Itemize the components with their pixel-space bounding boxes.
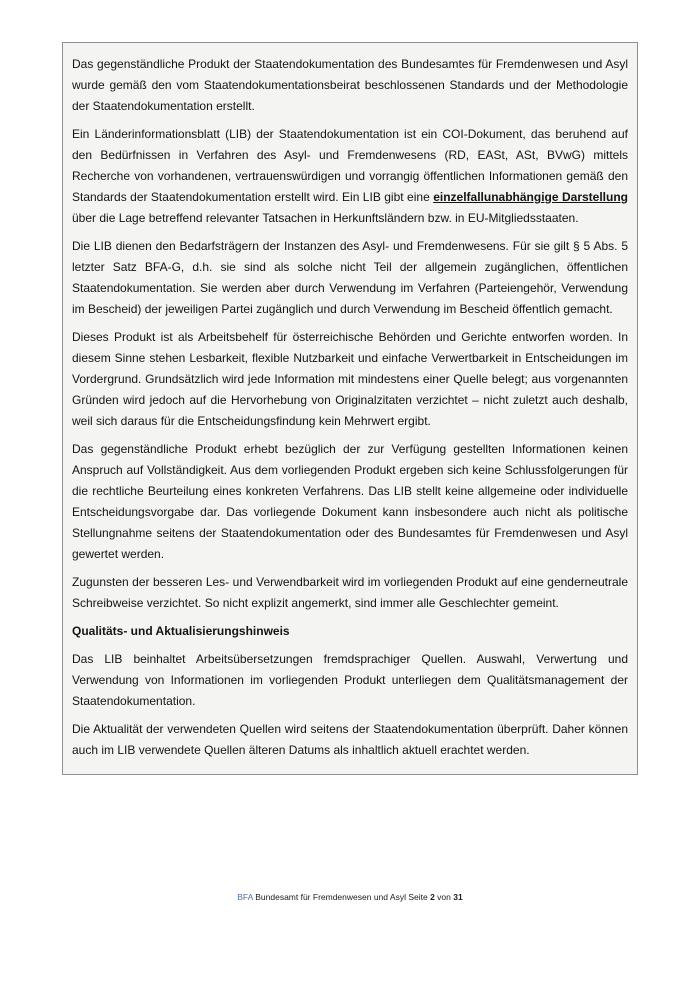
paragraph-arbeitsuebersetzungen: Das LIB beinhaltet Arbeitsübersetzungen fremdsprachiger Quellen. Auswahl, Verwertung und Verwendung von Informationen im vorliegenden Produkt unterliegen dem Qualitätsmanagement der Staatendokumentation.	[72, 652, 628, 708]
paragraph-arbeitsbehelf: Dieses Produkt ist als Arbeitsbehelf für österreichische Behörden und Gerichte entworfen worden. In diesem Sinne stehen Lesbarkeit, flexible Nutzbarkeit und einfache Verwertbarkeit in Entscheidungen im Vordergrund. Grundsätzlich wird jede Information mit mindestens einer Quelle belegt; aus vorgenannten Gründen wird jedoch auf die Hervorhebung von Originalzitaten verzichtet – nicht zuletzt auch deshalb, weil sich daraus für die Entscheidungsfindung kein Mehrwert ergibt.	[72, 330, 628, 428]
paragraph-lib-definition-text-b: über die Lage betreffend relevanter Tatsachen in Herkunftsländern bzw. in EU-Mitgliedsstaaten.	[72, 211, 579, 225]
paragraph-lib-definition	[72, 124, 628, 229]
footer-organization-text: Bundesamt für Fremdenwesen und Asyl Seite	[255, 892, 428, 902]
content-box	[62, 42, 638, 775]
section-heading-qualitaet: Qualitäts- und Aktualisierungshinweis	[72, 624, 290, 638]
footer-of-text: von	[437, 892, 451, 902]
paragraph-aktualitaet: Die Aktualität der verwendeten Quellen wird seitens der Staatendokumentation überprüft. Daher können auch im LIB verwendete Quellen älteren Datums als inhaltlich aktuell erachtet werden.	[72, 722, 628, 757]
footer-total-pages: 31	[453, 892, 463, 902]
paragraph-product-standards: Das gegenständliche Produkt der Staatendokumentation des Bundesamtes für Fremdenwesen und Asyl wurde gemäß den vom Staatendokumentationsbeirat beschlossenen Standards und der Methodologie der Staatendokumentation erstellt.	[72, 57, 628, 113]
paragraph-lib-definition-text-a: Ein Länderinformationsblatt (LIB) der Staatendokumentation ist ein COI-Dokument, das beruhend auf den Bedürfnissen in Verfahren des Asyl- und Fremdenwesens (RD, EASt, ASt, BVwG) mittels Recherche von vorhandenen, vertrauenswürdigen und vorrangig öffentlichen Informationen gemäß den Standards der Staatendokumentation erstellt wird. Ein LIB gibt eine	[72, 127, 628, 204]
footer-brand-bfa: BFA	[237, 892, 253, 902]
footer-page-number: 2	[430, 892, 435, 902]
paragraph-genderhinweis: Zugunsten der besseren Les- und Verwendbarkeit wird im vorliegenden Produkt auf eine genderneutrale Schreibweise verzichtet. So nicht explizit angemerkt, sind immer alle Geschlechter gemeint.	[72, 575, 628, 610]
paragraph-bedarfstraeger: Die LIB dienen den Bedarfsträgern der Instanzen des Asyl- und Fremdenwesens. Für sie gilt § 5 Abs. 5 letzter Satz BFA-G, d.h. sie sind als solche nicht Teil der allgemein zugänglichen, öffentlichen Staatendokumentation. Sie werden aber durch Verwendung im Verfahren (Parteiengehör, Verwendung im Bescheid) der jeweiligen Partei zugänglich und durch Verwendung im Bescheid öffentlich gemacht.	[72, 239, 628, 316]
paragraph-vollstaendigkeit: Das gegenständliche Produkt erhebt bezüglich der zur Verfügung gestellten Informationen keinen Anspruch auf Vollständigkeit. Aus dem vorliegenden Produkt ergeben sich keine Schlussfolgerungen für die rechtliche Beurteilung eines konkreten Verfahrens. Das LIB stellt keine allgemeine oder individuelle Entscheidungsvorgabe dar. Das vorliegende Dokument kann insbesondere auch nicht als politische Stellungnahme seitens der Staatendokumentation oder des Bundesamtes für Fremdenwesen und Asyl gewertet werden.	[72, 442, 628, 561]
paragraph-lib-definition-emphasis: einzelfallunabhängige Darstellung	[433, 190, 628, 204]
page-footer	[0, 892, 700, 902]
